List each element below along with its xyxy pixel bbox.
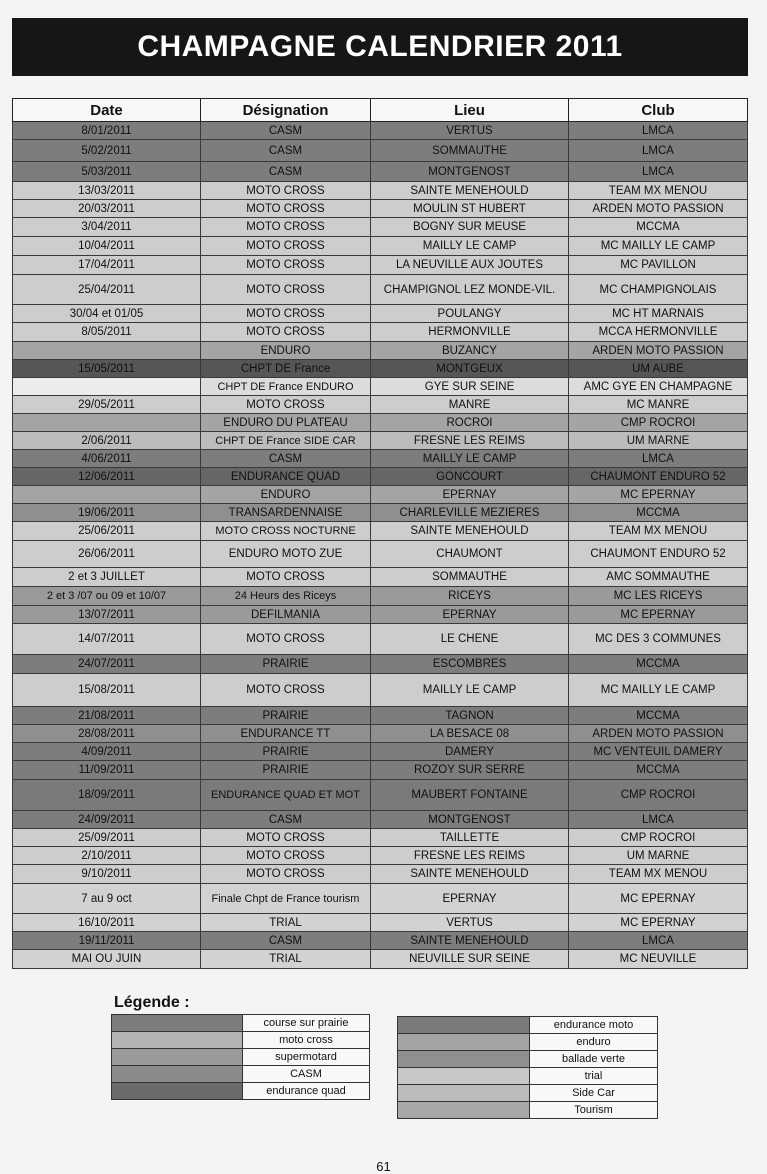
legend-swatch bbox=[112, 1049, 243, 1066]
cell-lieu: FRESNE LES REIMS bbox=[371, 432, 569, 450]
cell-lieu: ROCROI bbox=[371, 414, 569, 432]
cell-designation: MOTO CROSS bbox=[201, 624, 371, 655]
legend-swatch bbox=[398, 1017, 530, 1034]
table-row bbox=[13, 275, 748, 305]
cell-date: 25/06/2011 bbox=[13, 522, 201, 541]
cell-date: 21/08/2011 bbox=[13, 707, 201, 725]
page-number: 61 bbox=[376, 1159, 391, 1174]
cell-lieu: DAMERY bbox=[371, 743, 569, 761]
table-row bbox=[13, 486, 748, 504]
table-row bbox=[13, 140, 748, 162]
table-row bbox=[13, 522, 748, 541]
cell-club: AMC SOMMAUTHE bbox=[569, 568, 748, 587]
table-row bbox=[13, 743, 748, 761]
cell-designation: MOTO CROSS bbox=[201, 396, 371, 414]
cell-designation: CASM bbox=[201, 811, 371, 829]
cell-designation: MOTO CROSS bbox=[201, 182, 371, 200]
cell-date: 7 au 9 oct bbox=[13, 884, 201, 914]
cell-designation: ENDURANCE QUAD bbox=[201, 468, 371, 486]
cell-lieu: MAILLY LE CAMP bbox=[371, 237, 569, 256]
cell-date: 26/06/2011 bbox=[13, 541, 201, 568]
cell-club: TEAM MX MENOU bbox=[569, 182, 748, 200]
cell-designation: MOTO CROSS bbox=[201, 847, 371, 865]
legend-label: endurance quad bbox=[243, 1083, 370, 1100]
table-row bbox=[13, 950, 748, 969]
cell-lieu: MONTGENOST bbox=[371, 811, 569, 829]
cell-lieu: VERTUS bbox=[371, 122, 569, 140]
cell-lieu: LE CHENE bbox=[371, 624, 569, 655]
legend-swatch bbox=[398, 1085, 530, 1102]
cell-club: UM MARNE bbox=[569, 432, 748, 450]
table-row bbox=[13, 360, 748, 378]
cell-lieu: MAILLY LE CAMP bbox=[371, 674, 569, 707]
cell-club: MC LES RICEYS bbox=[569, 587, 748, 606]
cell-club: CMP ROCROI bbox=[569, 414, 748, 432]
cell-designation: MOTO CROSS bbox=[201, 200, 371, 218]
cell-date: 24/07/2011 bbox=[13, 655, 201, 674]
table-row bbox=[13, 811, 748, 829]
cell-designation: ENDURO bbox=[201, 486, 371, 504]
column-header-lieu: Lieu bbox=[371, 99, 569, 122]
table-row bbox=[13, 256, 748, 275]
cell-date: 11/09/2011 bbox=[13, 761, 201, 780]
cell-lieu: NEUVILLE SUR SEINE bbox=[371, 950, 569, 969]
legend-label: Tourism bbox=[530, 1102, 658, 1119]
cell-lieu: SOMMAUTHE bbox=[371, 568, 569, 587]
table-row bbox=[13, 655, 748, 674]
cell-lieu: LA NEUVILLE AUX JOUTES bbox=[371, 256, 569, 275]
legend-label: supermotard bbox=[243, 1049, 370, 1066]
cell-lieu: MAUBERT FONTAINE bbox=[371, 780, 569, 811]
table-row bbox=[13, 707, 748, 725]
cell-club: CMP ROCROI bbox=[569, 829, 748, 847]
legend-label: trial bbox=[530, 1068, 658, 1085]
cell-club: MC HT MARNAIS bbox=[569, 305, 748, 323]
legend-swatch bbox=[398, 1102, 530, 1119]
cell-date: 8/01/2011 bbox=[13, 122, 201, 140]
cell-date: 29/05/2011 bbox=[13, 396, 201, 414]
cell-designation: MOTO CROSS bbox=[201, 674, 371, 707]
legend-swatch bbox=[398, 1051, 530, 1068]
cell-designation: MOTO CROSS NOCTURNE bbox=[201, 522, 371, 541]
legend-row bbox=[112, 1066, 370, 1083]
cell-date: 5/03/2011 bbox=[13, 162, 201, 182]
cell-date: 24/09/2011 bbox=[13, 811, 201, 829]
cell-lieu: CHARLEVILLE MEZIERES bbox=[371, 504, 569, 522]
cell-lieu: EPERNAY bbox=[371, 606, 569, 624]
table-row bbox=[13, 218, 748, 237]
cell-lieu: MONTGENOST bbox=[371, 162, 569, 182]
cell-club: LMCA bbox=[569, 811, 748, 829]
cell-designation: CASM bbox=[201, 140, 371, 162]
cell-date: 5/02/2011 bbox=[13, 140, 201, 162]
cell-lieu: ESCOMBRES bbox=[371, 655, 569, 674]
cell-date: 28/08/2011 bbox=[13, 725, 201, 743]
cell-club: MCCA HERMONVILLE bbox=[569, 323, 748, 342]
cell-date: 4/09/2011 bbox=[13, 743, 201, 761]
table-row bbox=[13, 606, 748, 624]
cell-lieu: SAINTE MENEHOULD bbox=[371, 522, 569, 541]
cell-date: MAI OU JUIN bbox=[13, 950, 201, 969]
cell-lieu: EPERNAY bbox=[371, 884, 569, 914]
cell-date bbox=[13, 378, 201, 396]
legend-label: course sur prairie bbox=[243, 1015, 370, 1032]
cell-date: 10/04/2011 bbox=[13, 237, 201, 256]
cell-club: UM AUBE bbox=[569, 360, 748, 378]
table-row bbox=[13, 780, 748, 811]
legend-label: moto cross bbox=[243, 1032, 370, 1049]
table-row bbox=[13, 182, 748, 200]
legend-row bbox=[398, 1017, 658, 1034]
table-row bbox=[13, 162, 748, 182]
cell-club: ARDEN MOTO PASSION bbox=[569, 200, 748, 218]
cell-designation: PRAIRIE bbox=[201, 707, 371, 725]
cell-date: 17/04/2011 bbox=[13, 256, 201, 275]
table-row bbox=[13, 200, 748, 218]
cell-date: 25/09/2011 bbox=[13, 829, 201, 847]
cell-club: MC VENTEUIL DAMERY bbox=[569, 743, 748, 761]
cell-lieu: MANRE bbox=[371, 396, 569, 414]
cell-date: 8/05/2011 bbox=[13, 323, 201, 342]
table-row bbox=[13, 468, 748, 486]
column-header-club: Club bbox=[569, 99, 748, 122]
cell-club: LMCA bbox=[569, 122, 748, 140]
cell-club: MCCMA bbox=[569, 504, 748, 522]
cell-club: CHAUMONT ENDURO 52 bbox=[569, 468, 748, 486]
cell-designation: CASM bbox=[201, 932, 371, 950]
legend-title: Légende : bbox=[114, 994, 190, 1011]
table-row bbox=[13, 504, 748, 522]
cell-club: UM MARNE bbox=[569, 847, 748, 865]
cell-designation: MOTO CROSS bbox=[201, 829, 371, 847]
table-row bbox=[13, 450, 748, 468]
cell-designation: CASM bbox=[201, 162, 371, 182]
cell-designation: MOTO CROSS bbox=[201, 568, 371, 587]
legend-swatch bbox=[112, 1083, 243, 1100]
legend-label: Side Car bbox=[530, 1085, 658, 1102]
cell-lieu: TAILLETTE bbox=[371, 829, 569, 847]
cell-date: 15/08/2011 bbox=[13, 674, 201, 707]
legend-row bbox=[398, 1085, 658, 1102]
cell-lieu: HERMONVILLE bbox=[371, 323, 569, 342]
cell-lieu: GYE SUR SEINE bbox=[371, 378, 569, 396]
cell-designation: TRANSARDENNAISE bbox=[201, 504, 371, 522]
legend-swatch bbox=[398, 1068, 530, 1085]
cell-date: 4/06/2011 bbox=[13, 450, 201, 468]
cell-lieu: GONCOURT bbox=[371, 468, 569, 486]
cell-designation: MOTO CROSS bbox=[201, 275, 371, 305]
table-row bbox=[13, 432, 748, 450]
cell-designation: TRIAL bbox=[201, 950, 371, 969]
column-header-designation: Désignation bbox=[201, 99, 371, 122]
cell-club: MC DES 3 COMMUNES bbox=[569, 624, 748, 655]
cell-club: MCCMA bbox=[569, 707, 748, 725]
cell-lieu: MAILLY LE CAMP bbox=[371, 450, 569, 468]
table-row bbox=[13, 122, 748, 140]
table-row bbox=[13, 541, 748, 568]
cell-club: ARDEN MOTO PASSION bbox=[569, 725, 748, 743]
table-row bbox=[13, 865, 748, 884]
cell-date: 19/06/2011 bbox=[13, 504, 201, 522]
cell-date: 14/07/2011 bbox=[13, 624, 201, 655]
cell-designation: MOTO CROSS bbox=[201, 218, 371, 237]
cell-date: 19/11/2011 bbox=[13, 932, 201, 950]
table-row bbox=[13, 624, 748, 655]
cell-date: 9/10/2011 bbox=[13, 865, 201, 884]
cell-club: MC MAILLY LE CAMP bbox=[569, 237, 748, 256]
cell-club: TEAM MX MENOU bbox=[569, 865, 748, 884]
cell-lieu: BOGNY SUR MEUSE bbox=[371, 218, 569, 237]
cell-designation: CHPT DE France SIDE CAR bbox=[201, 432, 371, 450]
cell-date bbox=[13, 414, 201, 432]
table-row bbox=[13, 761, 748, 780]
cell-date: 2/06/2011 bbox=[13, 432, 201, 450]
cell-designation: TRIAL bbox=[201, 914, 371, 932]
cell-lieu: CHAUMONT bbox=[371, 541, 569, 568]
cell-club: LMCA bbox=[569, 140, 748, 162]
table-row bbox=[13, 342, 748, 360]
cell-date: 2/10/2011 bbox=[13, 847, 201, 865]
cell-designation: 24 Heurs des Riceys bbox=[201, 587, 371, 606]
legend-label: endurance moto bbox=[530, 1017, 658, 1034]
legend-swatch bbox=[112, 1066, 243, 1083]
table-row bbox=[13, 587, 748, 606]
legend-swatch bbox=[112, 1015, 243, 1032]
cell-date: 13/07/2011 bbox=[13, 606, 201, 624]
cell-club: MC PAVILLON bbox=[569, 256, 748, 275]
cell-club: CMP ROCROI bbox=[569, 780, 748, 811]
cell-date: 13/03/2011 bbox=[13, 182, 201, 200]
table-row bbox=[13, 414, 748, 432]
cell-club: AMC GYE EN CHAMPAGNE bbox=[569, 378, 748, 396]
legend-row bbox=[112, 1032, 370, 1049]
cell-designation: ENDURANCE TT bbox=[201, 725, 371, 743]
cell-lieu: MONTGEUX bbox=[371, 360, 569, 378]
legend-swatch bbox=[398, 1034, 530, 1051]
cell-date bbox=[13, 486, 201, 504]
cell-designation: Finale Chpt de France tourism bbox=[201, 884, 371, 914]
table-row bbox=[13, 829, 748, 847]
legend-row bbox=[398, 1034, 658, 1051]
cell-date: 3/04/2011 bbox=[13, 218, 201, 237]
table-row bbox=[13, 568, 748, 587]
legend-row bbox=[398, 1068, 658, 1085]
cell-lieu: EPERNAY bbox=[371, 486, 569, 504]
cell-club: MCCMA bbox=[569, 655, 748, 674]
cell-designation: ENDURO bbox=[201, 342, 371, 360]
cell-club: MC MAILLY LE CAMP bbox=[569, 674, 748, 707]
cell-designation: CASM bbox=[201, 122, 371, 140]
cell-club: MC EPERNAY bbox=[569, 884, 748, 914]
page-title-banner bbox=[12, 18, 748, 76]
legend-table-left bbox=[111, 1014, 370, 1100]
legend-label: ballade verte bbox=[530, 1051, 658, 1068]
cell-designation: PRAIRIE bbox=[201, 743, 371, 761]
cell-designation: MOTO CROSS bbox=[201, 865, 371, 884]
cell-lieu: FRESNE LES REIMS bbox=[371, 847, 569, 865]
cell-date: 16/10/2011 bbox=[13, 914, 201, 932]
legend-label: enduro bbox=[530, 1034, 658, 1051]
calendar-body bbox=[13, 122, 748, 969]
cell-lieu: SAINTE MENEHOULD bbox=[371, 182, 569, 200]
cell-designation: CHPT DE France ENDURO bbox=[201, 378, 371, 396]
cell-designation: PRAIRIE bbox=[201, 761, 371, 780]
cell-lieu: SAINTE MENEHOULD bbox=[371, 865, 569, 884]
table-row bbox=[13, 237, 748, 256]
table-row bbox=[13, 323, 748, 342]
cell-designation: CASM bbox=[201, 450, 371, 468]
table-row bbox=[13, 378, 748, 396]
cell-lieu: CHAMPIGNOL LEZ MONDE-VIL. bbox=[371, 275, 569, 305]
cell-designation: CHPT DE France bbox=[201, 360, 371, 378]
cell-club: TEAM MX MENOU bbox=[569, 522, 748, 541]
cell-date: 2 et 3 /07 ou 09 et 10/07 bbox=[13, 587, 201, 606]
cell-designation: ENDURO MOTO ZUE bbox=[201, 541, 371, 568]
cell-club: ARDEN MOTO PASSION bbox=[569, 342, 748, 360]
legend-swatch bbox=[112, 1032, 243, 1049]
cell-lieu: TAGNON bbox=[371, 707, 569, 725]
cell-lieu: LA BESACE 08 bbox=[371, 725, 569, 743]
cell-lieu: ROZOY SUR SERRE bbox=[371, 761, 569, 780]
cell-lieu: BUZANCY bbox=[371, 342, 569, 360]
calendar-table bbox=[12, 98, 748, 969]
cell-lieu: VERTUS bbox=[371, 914, 569, 932]
table-row bbox=[13, 725, 748, 743]
legend-row bbox=[398, 1051, 658, 1068]
cell-club: MCCMA bbox=[569, 218, 748, 237]
cell-date: 30/04 et 01/05 bbox=[13, 305, 201, 323]
cell-club: LMCA bbox=[569, 450, 748, 468]
table-header-row bbox=[13, 99, 748, 122]
cell-designation: MOTO CROSS bbox=[201, 237, 371, 256]
table-row bbox=[13, 396, 748, 414]
cell-lieu: SOMMAUTHE bbox=[371, 140, 569, 162]
cell-date: 2 et 3 JUILLET bbox=[13, 568, 201, 587]
cell-designation: ENDURO DU PLATEAU bbox=[201, 414, 371, 432]
table-row bbox=[13, 932, 748, 950]
legend-table-right bbox=[397, 1016, 658, 1119]
cell-club: LMCA bbox=[569, 932, 748, 950]
cell-club: CHAUMONT ENDURO 52 bbox=[569, 541, 748, 568]
cell-lieu: POULANGY bbox=[371, 305, 569, 323]
column-header-date: Date bbox=[13, 99, 201, 122]
cell-date: 15/05/2011 bbox=[13, 360, 201, 378]
cell-lieu: SAINTE MENEHOULD bbox=[371, 932, 569, 950]
cell-designation: MOTO CROSS bbox=[201, 256, 371, 275]
cell-club: MCCMA bbox=[569, 761, 748, 780]
cell-designation: ENDURANCE QUAD ET MOT bbox=[201, 780, 371, 811]
cell-date: 20/03/2011 bbox=[13, 200, 201, 218]
table-row bbox=[13, 305, 748, 323]
cell-date: 12/06/2011 bbox=[13, 468, 201, 486]
cell-designation: DEFILMANIA bbox=[201, 606, 371, 624]
cell-date: 25/04/2011 bbox=[13, 275, 201, 305]
cell-club: LMCA bbox=[569, 162, 748, 182]
cell-club: MC EPERNAY bbox=[569, 606, 748, 624]
legend-row bbox=[112, 1015, 370, 1032]
cell-date: 18/09/2011 bbox=[13, 780, 201, 811]
table-row bbox=[13, 914, 748, 932]
cell-club: MC CHAMPIGNOLAIS bbox=[569, 275, 748, 305]
page-title: CHAMPAGNE CALENDRIER 2011 bbox=[137, 30, 623, 63]
table-row bbox=[13, 674, 748, 707]
cell-date bbox=[13, 342, 201, 360]
table-row bbox=[13, 847, 748, 865]
cell-lieu: RICEYS bbox=[371, 587, 569, 606]
cell-club: MC EPERNAY bbox=[569, 914, 748, 932]
cell-club: MC NEUVILLE bbox=[569, 950, 748, 969]
legend-row bbox=[112, 1049, 370, 1066]
legend-row bbox=[112, 1083, 370, 1100]
table-row bbox=[13, 884, 748, 914]
legend-row bbox=[398, 1102, 658, 1119]
legend-label: CASM bbox=[243, 1066, 370, 1083]
cell-club: MC EPERNAY bbox=[569, 486, 748, 504]
cell-designation: PRAIRIE bbox=[201, 655, 371, 674]
cell-lieu: MOULIN ST HUBERT bbox=[371, 200, 569, 218]
cell-club: MC MANRE bbox=[569, 396, 748, 414]
cell-designation: MOTO CROSS bbox=[201, 323, 371, 342]
cell-designation: MOTO CROSS bbox=[201, 305, 371, 323]
